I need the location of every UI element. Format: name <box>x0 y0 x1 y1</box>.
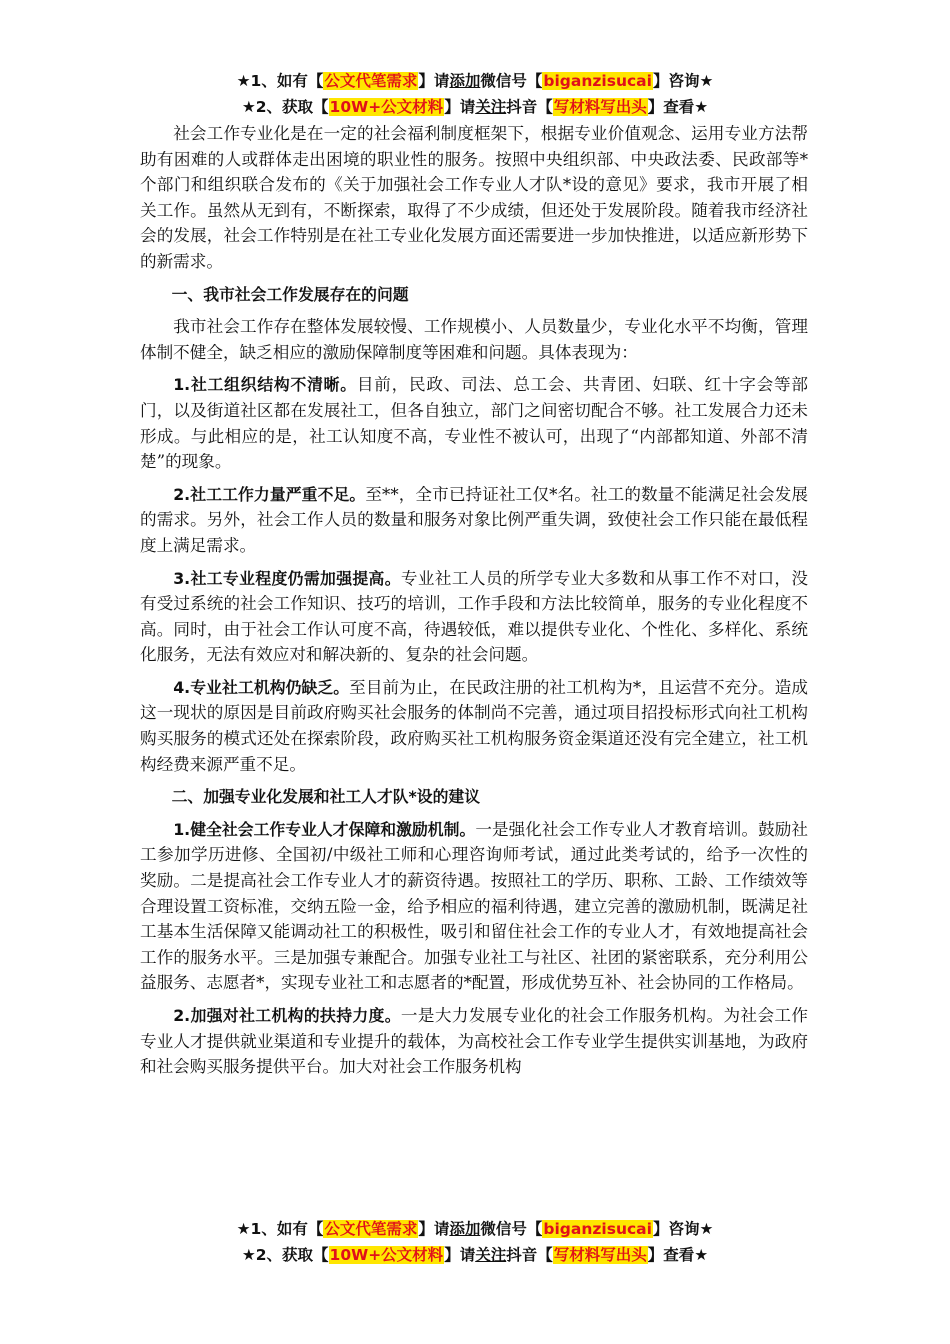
banner-highlight: 写材料写出头 <box>553 98 647 116</box>
banner-line-2: ★2、获取【10W+公文材料】请关注抖音【写材料写出头】查看★ <box>241 98 709 116</box>
document-body <box>140 121 808 1080</box>
top-banner <box>0 68 950 120</box>
intro-paragraph: 社会工作专业化是在一定的社会福利制度框架下，根据专业价值观念、运用专业方法帮助有困难的人或群体走出困境的职业性的服务。按照中央组织部、中央政法委、民政部等*个部门和组织联合发布的《关于加强社会工作专业人才队*设的意见》要求，我市开展了相关工作。虽然从无到有，不断探索，取得了不少成绩，但还处于发展阶段。随着我市经济社会的发展，社会工作特别是在社工专业化发展方面还需要进一步加快推进，以适应新形势下的新需求。 <box>140 124 808 271</box>
problem-paragraph-4: 4.专业社工机构仍缺乏。至目前为止，在民政注册的社工机构为*，且运营不充分。造成这一现状的原因是目前政府购买社会服务的体制尚不完善，通过项目招投标形式向社工机构购买服务的模式还处在探索阶段，政府购买社工机构服务资金渠道还没有完全建立，社工机构经费来源严重不足。 <box>140 677 808 774</box>
banner-highlight: 公文代笔需求 <box>324 72 418 90</box>
banner-highlight: 10W+公文材料 <box>329 98 444 116</box>
banner-highlight: 10W+公文材料 <box>329 1246 444 1264</box>
banner-line-2: ★2、获取【10W+公文材料】请关注抖音【写材料写出头】查看★ <box>241 1246 709 1264</box>
banner-line-1: ★1、如有【公文代笔需求】请添加微信号【biganzisucai】咨询★ <box>236 1220 714 1238</box>
banner-highlight: biganzisucai <box>543 1220 652 1238</box>
banner-line-1: ★1、如有【公文代笔需求】请添加微信号【biganzisucai】咨询★ <box>236 72 714 90</box>
suggestion-paragraph-2: 2.加强对社工机构的扶持力度。一是大力发展专业化的社会工作服务机构。为社会工作专业人才提供就业渠道和专业提升的载体，为高校社会工作专业学生提供实训基地，为政府和社会购买服务提供平台。加大对社会工作服务机构 <box>140 1006 808 1077</box>
section-heading-2: 二、加强专业化发展和社工人才队*设的建议 <box>171 787 480 807</box>
banner-highlight: 写材料写出头 <box>553 1246 647 1264</box>
problem-paragraph-2: 2.社工工作力量严重不足。至**，全市已持证社工仅*名。社工的数量不能满足社会发展的需求。另外，社会工作人员的数量和服务对象比例严重失调，致使社会工作只能在最低程度上满足需求。 <box>140 484 808 555</box>
summary-paragraph: 我市社会工作存在整体发展较慢、工作规模小、人员数量少，专业化水平不均衡，管理体制不健全，缺乏相应的激励保障制度等困难和问题。具体表现为： <box>140 317 808 362</box>
banner-highlight: 公文代笔需求 <box>324 1220 418 1238</box>
problem-paragraph-3: 3.社工专业程度仍需加强提高。专业社工人员的所学专业大多数和从事工作不对口，没有受过系统的社会工作知识、技巧的培训，工作手段和方法比较简单，服务的专业化程度不高。同时，由于社会工作认可度不高，待遇较低，难以提供专业化、个性化、多样化、系统化服务，无法有效应对和解决新的、复杂的社会问题。 <box>140 568 808 665</box>
suggestion-paragraph-1: 1.健全社会工作专业人才保障和激励机制。一是强化社会工作专业人才教育培训。鼓励社工参加学历进修、全国初/中级社工师和心理咨询师考试，通过此类考试的，给予一次性的奖励。二是提高社会工作专业人才的薪资待遇。按照社工的学历、职称、工龄、工作绩效等合理设置工资标准，交纳五险一金，给予相应的福利待遇，建立完善的激励机制，既满足社工基本生活保障又能调动社工的积极性，吸引和留住社会工作的专业人才，有效地提高社会工作的服务水平。三是加强专兼配合。加强专业社工与社区、社团的紧密联系，充分利用公益服务、志愿者*，实现专业社工和志愿者的*配置，形成优势互补、社会协同的工作格局。 <box>140 819 808 993</box>
problem-paragraph-1: 1.社工组织结构不清晰。目前，民政、司法、总工会、共青团、妇联、红十字会等部门，以及街道社区都在发展社工，但各自独立，部门之间密切配合不够。社工发展合力还未形成。与此相应的是，社工认知度不高，专业性不被认可，出现了“内部都知道、外部不清楚”的现象。 <box>140 375 809 472</box>
bottom-banner <box>0 1216 950 1268</box>
section-heading-1: 一、我市社会工作发展存在的问题 <box>171 284 409 304</box>
banner-highlight: biganzisucai <box>543 72 652 90</box>
